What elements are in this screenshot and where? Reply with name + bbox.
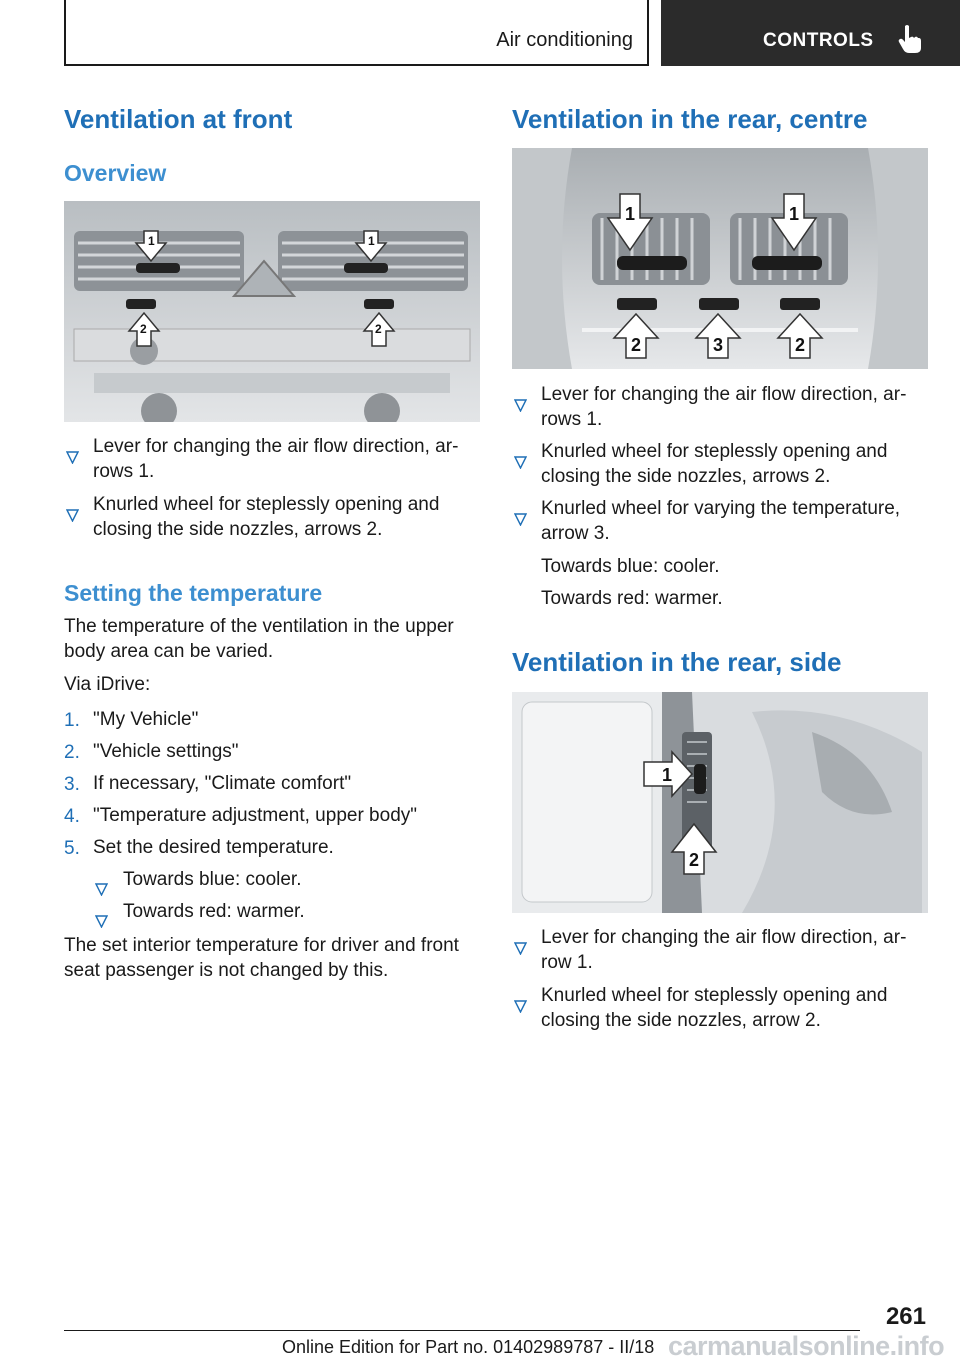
side-callout-2: 2 [689, 850, 700, 870]
front-vents-figure [64, 201, 480, 422]
step-3: If necessary, "Climate comfort" [93, 773, 352, 794]
bullet-triangle-icon [95, 915, 108, 928]
rear-centre-figure [512, 148, 928, 369]
step-number: 3. [64, 774, 80, 795]
hand-pointer-icon [897, 24, 923, 54]
side-bullet-1: Lever for changing the air flow direction, ar- row 1. [541, 927, 907, 973]
temp-paragraph: The temperature of the ventilation in the upper body area can be varied. [64, 616, 454, 662]
bullet-triangle-icon [66, 509, 79, 522]
step-4: "Temperature adjustment, upper body" [93, 805, 418, 826]
via-idrive-label: Via iDrive: [64, 674, 151, 695]
front-callout-2b: 2 [375, 322, 382, 336]
bullet-triangle-icon [514, 1000, 527, 1013]
step-1: "My Vehicle" [93, 709, 199, 730]
centre-callout-3: 3 [713, 335, 724, 355]
page-number: 261 [885, 1303, 926, 1330]
bullet-triangle-icon [95, 883, 108, 896]
centre-callout-2a: 2 [631, 335, 642, 355]
centre-warmer: Towards red: warmer. [541, 588, 723, 609]
centre-bullet-1: Lever for changing the air flow direction, ar- rows 1. [541, 384, 907, 430]
front-bullet-2: Knurled wheel for steplessly opening and closing the side nozzles, arrows 2. [93, 494, 440, 540]
watermark-logo: carmanualsonline.info [668, 1331, 945, 1361]
step-number: 4. [64, 806, 80, 827]
side-bullet-2: Knurled wheel for steplessly opening and closing the side nozzles, arrow 2. [541, 985, 888, 1031]
centre-callout-1b: 1 [789, 204, 800, 224]
sub-bullet-cooler: Towards blue: cooler. [123, 869, 302, 890]
header-section-box [64, 0, 649, 66]
centre-callout-1a: 1 [625, 204, 636, 224]
header-chapter-title: CONTROLS [763, 30, 874, 51]
header-section-title: Air conditioning [496, 29, 633, 51]
step-number: 1. [64, 710, 80, 731]
step-5: Set the desired temperature. [93, 837, 334, 858]
front-callout-1a: 1 [148, 234, 155, 248]
centre-cooler: Towards blue: cooler. [541, 556, 720, 577]
centre-title: Ventilation in the rear, centre [512, 104, 868, 134]
step-number: 5. [64, 838, 80, 859]
front-bullet-1: Lever for changing the air flow direction, ar- rows 1. [93, 436, 459, 482]
footer-edition: Online Edition for Part no. 01402989787 - II/18 [282, 1337, 655, 1357]
header-chapter-box [661, 0, 960, 66]
overview-heading: Overview [64, 160, 167, 186]
bullet-triangle-icon [514, 456, 527, 469]
bullet-triangle-icon [66, 451, 79, 464]
bullet-triangle-icon [514, 399, 527, 412]
temp-heading: Setting the temperature [64, 580, 323, 606]
front-callout-2a: 2 [140, 322, 147, 336]
rear-side-figure [512, 692, 928, 913]
centre-bullet-3: Knurled wheel for varying the temperature, arrow 3. [541, 498, 901, 544]
side-callout-1: 1 [662, 765, 673, 785]
bullet-triangle-icon [514, 942, 527, 955]
centre-bullet-2: Knurled wheel for steplessly opening and closing the side nozzles, arrows 2. [541, 441, 888, 487]
side-title: Ventilation in the rear, side [512, 647, 842, 677]
front-callout-1b: 1 [368, 234, 375, 248]
step-2: "Vehicle settings" [93, 741, 239, 762]
centre-callout-2b: 2 [795, 335, 806, 355]
note-paragraph: The set interior temperature for driver and front seat passenger is not changed by this. [64, 935, 459, 981]
left-title: Ventilation at front [64, 104, 293, 134]
sub-bullet-warmer: Towards red: warmer. [123, 901, 305, 922]
bullet-triangle-icon [514, 513, 527, 526]
step-number: 2. [64, 742, 80, 763]
